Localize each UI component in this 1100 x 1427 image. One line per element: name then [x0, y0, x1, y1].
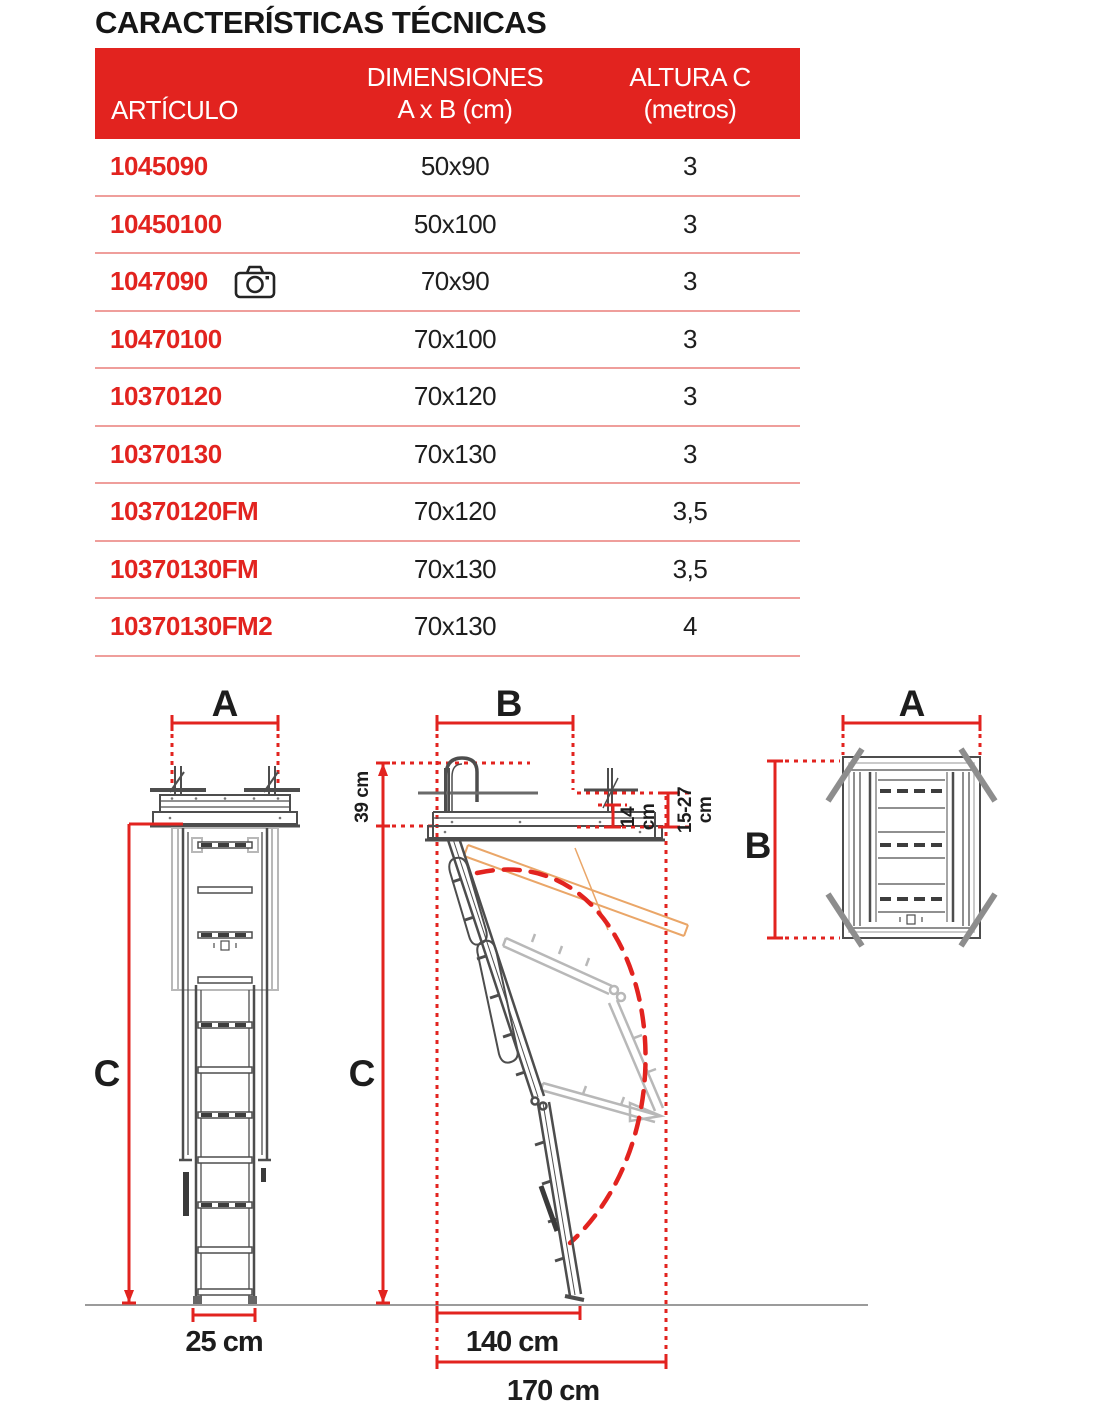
header-article: ARTÍCULO: [111, 95, 238, 125]
side-view-label-b: B: [495, 683, 523, 724]
characteristics-table: [95, 48, 800, 657]
side-view-diagram: [349, 683, 716, 1407]
top-view-label-b: B: [744, 825, 772, 866]
header-height: [580, 48, 800, 139]
table-row: [95, 369, 800, 427]
height-value: 3: [683, 438, 697, 469]
camera-icon[interactable]: [234, 265, 276, 299]
table-body: [95, 139, 800, 657]
height-value: 3: [683, 151, 697, 182]
dimensions-value: 70x90: [420, 266, 490, 297]
top-view-diagram: [745, 683, 995, 946]
article-number: 10370130: [110, 438, 222, 469]
dimensions-value: 70x120: [413, 496, 497, 527]
side-view-14-unit-label: cm: [638, 803, 659, 831]
front-view-diagram: [94, 683, 300, 1358]
technical-diagrams: [0, 680, 1100, 1422]
side-view-1527-label: 15-27: [675, 786, 696, 834]
table-row: [95, 254, 800, 312]
side-view-170cm-label: 170 cm: [506, 1375, 600, 1407]
header-dimensions: [330, 48, 580, 139]
height-value: 3: [683, 208, 697, 239]
height-value: 3,5: [672, 496, 708, 527]
table-row: [95, 197, 800, 255]
side-view-label-c: C: [348, 1053, 376, 1094]
side-view-14-label: 14: [618, 806, 639, 828]
header-height-line2: (metros): [643, 93, 737, 124]
top-view-label-a: A: [898, 683, 926, 724]
side-view-39cm-label: 39 cm: [352, 771, 373, 823]
dimensions-value: 70x120: [413, 381, 497, 412]
article-number: 1045090: [110, 151, 208, 182]
article-number: 10370120FM: [110, 496, 259, 527]
article-number: 10370120: [110, 381, 222, 412]
header-dimensions-line1: DIMENSIONES: [366, 61, 544, 92]
front-view-label-c: C: [93, 1053, 121, 1094]
header-dimensions-line2: A x B (cm): [397, 93, 513, 124]
height-value: 4: [683, 611, 697, 642]
dimensions-value: 70x100: [413, 323, 497, 354]
dimensions-value: 70x130: [413, 553, 497, 584]
front-view-foot-width-label: 25 cm: [185, 1326, 263, 1358]
side-view-1527-unit-label: cm: [695, 796, 716, 824]
height-value: 3: [683, 381, 697, 412]
article-number: 10470100: [110, 323, 222, 354]
article-number: 10370130FM: [110, 553, 259, 584]
header-height-line1: ALTURA C: [629, 61, 751, 92]
article-number: 1047090: [110, 266, 208, 297]
height-value: 3,5: [672, 553, 708, 584]
side-view-140cm-label: 140 cm: [465, 1326, 559, 1358]
table-row: [95, 427, 800, 485]
dimensions-value: 70x130: [413, 611, 497, 642]
dimensions-value: 70x130: [413, 438, 497, 469]
height-value: 3: [683, 323, 697, 354]
article-number: 10370130FM2: [110, 611, 273, 642]
table-row: [95, 599, 800, 657]
table-row: [95, 139, 800, 197]
table-row: [95, 542, 800, 600]
page-title: CARACTERÍSTICAS TÉCNICAS: [95, 5, 547, 40]
swing-arc: [477, 870, 646, 1243]
article-number: 10450100: [110, 208, 222, 239]
front-view-label-a: A: [211, 683, 239, 724]
table-row: [95, 312, 800, 370]
dimensions-value: 50x90: [420, 151, 490, 182]
dimensions-value: 50x100: [413, 208, 497, 239]
table-row: [95, 484, 800, 542]
table-header: [95, 48, 800, 139]
height-value: 3: [683, 266, 697, 297]
